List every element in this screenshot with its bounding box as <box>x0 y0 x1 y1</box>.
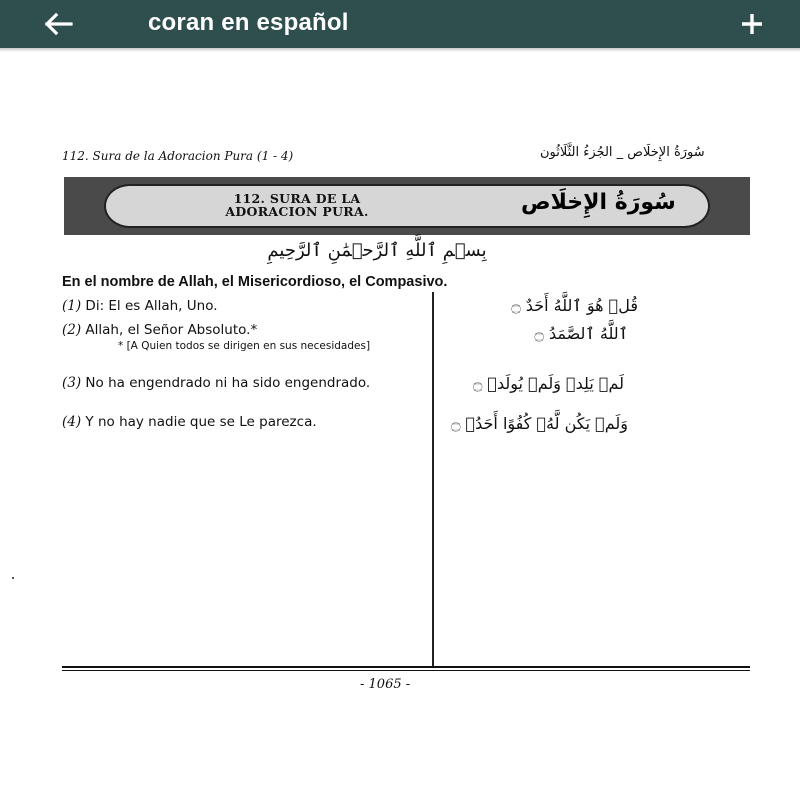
scan-speck <box>12 577 14 579</box>
verse-number: (1) <box>62 298 82 314</box>
quran-page-image[interactable] <box>0 52 800 800</box>
verse-text: Di: El es Allah, Uno. <box>85 298 218 314</box>
basmala: بِسۡمِ ٱللَّهِ ٱلرَّحۡمَٰنِ ٱلرَّحِيمِ <box>267 240 487 261</box>
running-head-arabic: سُورَةُ الإِخلَاص _ الجُزءُ الثَّلَاثُون <box>540 145 705 160</box>
verse-1-arabic: قُلۡ هُوَ ٱللَّهُ أَحَدٌ ۝ <box>511 296 638 315</box>
banner-title-line1: 112. SURA DE LA <box>233 191 361 206</box>
verse-1 <box>62 298 420 314</box>
verse-number: (4) <box>62 414 82 430</box>
plus-icon <box>740 12 764 36</box>
banner-cartouche <box>104 184 710 228</box>
verse-4 <box>62 414 420 430</box>
banner-title <box>202 192 392 218</box>
banner-title-line2: ADORACION PURA. <box>225 204 369 219</box>
invocation-text: En el nombre de Allah, el Misericordioso, el Compasivo. <box>62 274 448 290</box>
app-title: coran en español <box>148 9 349 36</box>
banner-arabic-title: سُورَةُ الإِخلَاص <box>521 190 676 215</box>
page-number: - 1065 - <box>360 677 411 692</box>
verse-text: No ha engendrado ni ha sido engendrado. <box>85 375 371 391</box>
footer-rule-thin <box>62 670 750 671</box>
arrow-left-icon <box>43 12 73 36</box>
verse-4-arabic: وَلَمۡ يَكُن لَّهُۥ كُفُوًا أَحَدُۢ ۝ <box>451 414 628 433</box>
add-button[interactable] <box>734 6 770 42</box>
verse-number: (2) <box>62 322 82 338</box>
verse-3 <box>62 375 420 391</box>
verse-number: (3) <box>62 375 82 391</box>
verse-text: Allah, el Señor Absoluto.* <box>85 322 258 338</box>
sura-banner <box>64 177 750 235</box>
verse-2-arabic: ٱللَّهُ ٱلصَّمَدُ ۝ <box>534 324 628 343</box>
footnote: * [A Quien todos se dirigen en sus necesidades] <box>118 340 371 352</box>
running-head: 112. Sura de la Adoracion Pura (1 - 4) <box>62 149 294 163</box>
verse-text: Y no hay nadie que se Le parezca. <box>85 414 317 430</box>
app-bar <box>0 0 800 48</box>
column-divider <box>432 292 434 666</box>
verse-3-arabic: لَمۡ يَلِدۡ وَلَمۡ يُولَدۡ ۝ <box>472 374 624 393</box>
verse-2 <box>62 322 420 338</box>
footer-rule <box>62 666 750 668</box>
back-button[interactable] <box>40 8 76 40</box>
